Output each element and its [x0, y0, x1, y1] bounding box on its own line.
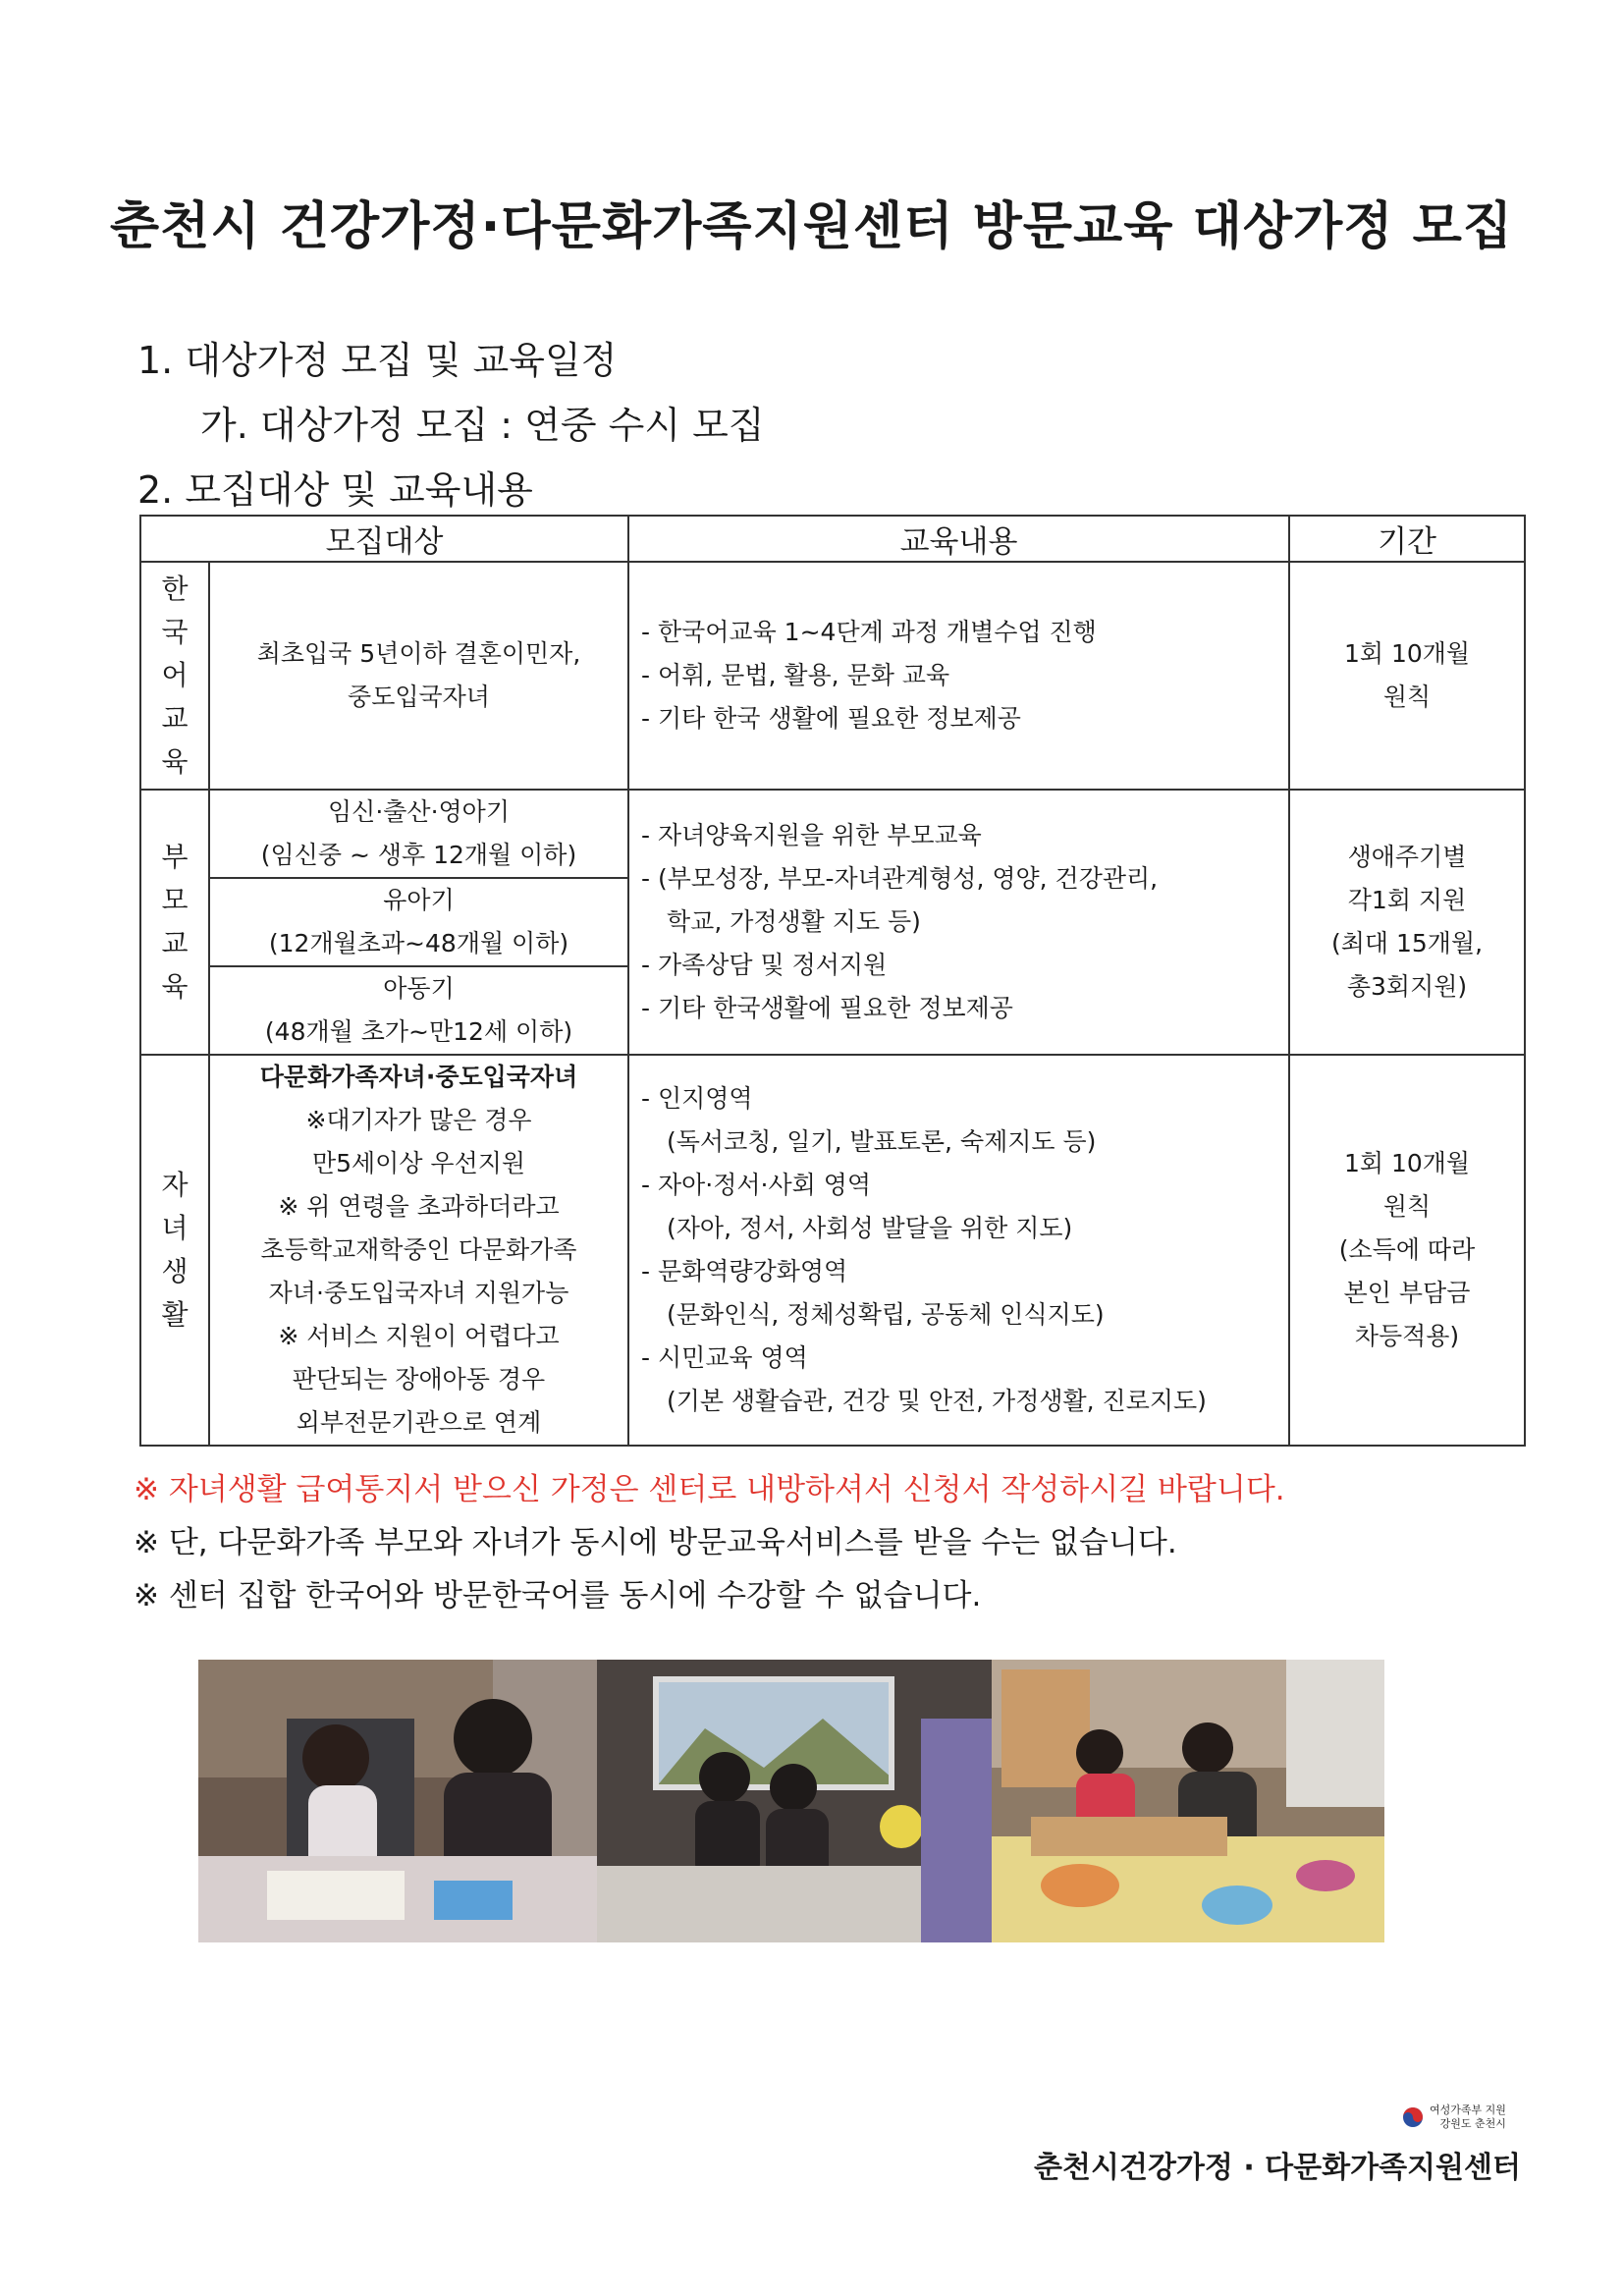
target-parent-infant: 임신·출산·영아기 (임신중 ~ 생후 12개월 이하) — [209, 790, 628, 878]
section-1-sub: 가. 대상가정 모집 : 연중 수시 모집 — [200, 404, 765, 447]
row-parent-1 — [140, 790, 1525, 878]
period-korean: 1회 10개월 원칙 — [1289, 562, 1525, 790]
notes — [134, 1463, 1285, 1622]
photo-home-learning — [992, 1660, 1384, 1942]
ministry-logo — [1402, 2104, 1506, 2131]
header-period: 기간 — [1289, 516, 1525, 562]
note-item: ※ 센터 집합 한국어와 방문한국어를 동시에 수강할 수 없습니다. — [134, 1578, 982, 1613]
content-child: - 인지영역 (독서코칭, 일기, 발표토론, 숙제지도 등) - 자아·정서·사회 영역 (자아, 정서, 사회성 발달을 위한 지도) - 문화역량강화영역 (문화인식, 정체성확립, 공동체 인식지도) - 시민교육 영역 (기본 생활습관, 건강 및 안전, 가정생활, 진로지도) — [628, 1055, 1289, 1446]
target-parent-toddler: 유아기 (12개월초과~48개월 이하) — [209, 878, 628, 966]
row-child — [140, 1055, 1525, 1446]
logo-line2: 강원도 춘천시 — [1439, 2117, 1506, 2130]
category-child: 자 녀 생 활 — [140, 1055, 209, 1446]
logo-line1: 여성가족부 지원 — [1430, 2104, 1506, 2116]
taegeuk-icon — [1402, 2106, 1424, 2128]
note-red: ※ 자녀생활 급여통지서 받으신 가정은 센터로 내방하셔서 신청서 작성하시길 바랍니다. — [134, 1472, 1285, 1507]
photo-parent-session — [597, 1660, 992, 1942]
period-child: 1회 10개월 원칙 (소득에 따라 본인 부담금 차등적용) — [1289, 1055, 1525, 1446]
program-table — [139, 515, 1526, 1447]
target-korean: 최초입국 5년이하 결혼이민자, 중도입국자녀 — [209, 562, 628, 790]
section-2-heading: 2. 모집대상 및 교육내용 — [137, 468, 533, 512]
period-parent: 생애주기별 각1회 지원 (최대 15개월, 총3회지원) — [1289, 790, 1525, 1055]
section-1-heading: 1. 대상가정 모집 및 교육일정 — [137, 339, 618, 382]
content-korean: - 한국어교육 1~4단계 과정 개별수업 진행 - 어휘, 문법, 활용, 문화 교육 - 기타 한국 생활에 필요한 정보제공 — [628, 562, 1289, 790]
page-title: 춘천시 건강가정·다문화가족지원센터 방문교육 대상가정 모집 — [109, 197, 1514, 256]
note-item: ※ 단, 다문화가족 부모와 자녀가 동시에 방문교육서비스를 받을 수는 없습니다. — [134, 1525, 1177, 1560]
header-target: 모집대상 — [140, 516, 628, 562]
photo-tutoring — [198, 1660, 597, 1942]
content-parent: - 자녀양육지원을 위한 부모교육 - (부모성장, 부모-자녀관계형성, 영양, 건강관리, 학교, 가정생활 지도 등) - 가족상담 및 정서지원 - 기타 한국생활에 필요한 정보제공 — [628, 790, 1289, 1055]
category-parent: 부 모 교 육 — [140, 790, 209, 1055]
footer-center-name: 춘천시건강가정 · 다문화가족지원센터 — [1034, 2151, 1521, 2185]
target-child: 다문화가족자녀·중도입국자녀 ※대기자가 많은 경우 만5세이상 우선지원 ※ 위 연령을 초과하더라고 초등학교재학중인 다문화가족 자녀·중도입국자녀 지원가능 ※ 서비스 지원이 어렵다고 판단되는 장애아동 경우 외부전문기관으로 연계 — [209, 1055, 628, 1446]
photo-strip — [198, 1660, 1384, 1942]
header-content: 교육내용 — [628, 516, 1289, 562]
category-korean: 한 국 어 교 육 — [140, 562, 209, 790]
row-korean — [140, 562, 1525, 790]
target-parent-child: 아동기 (48개월 초가~만12세 이하) — [209, 966, 628, 1055]
